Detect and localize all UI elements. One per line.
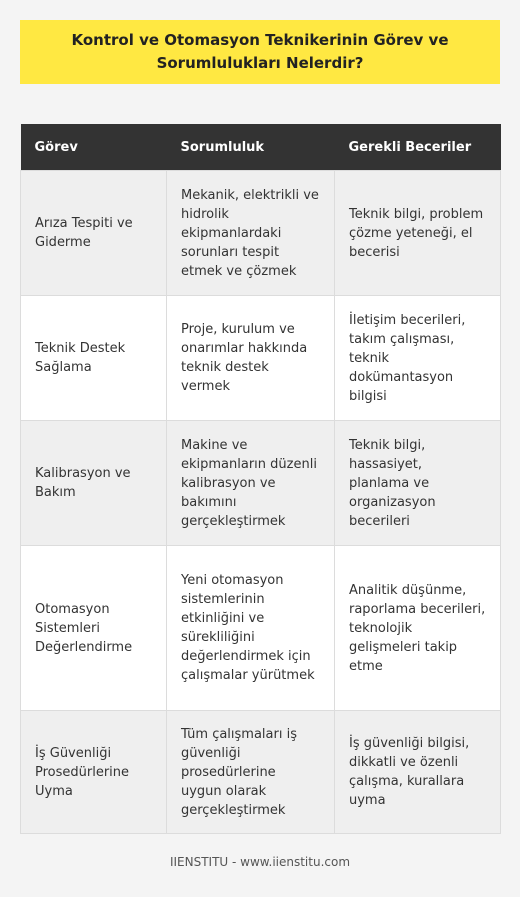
table-row: [21, 711, 501, 834]
table-row: [21, 296, 501, 421]
table-row: [21, 171, 501, 296]
column-header-gorev: Görev: [21, 124, 167, 171]
cell-gorev: İş Güvenliği Prosedürlerine Uyma: [21, 711, 167, 834]
cell-beceriler: Teknik bilgi, hassasiyet, planlama ve organizasyon becerileri: [335, 421, 501, 546]
cell-sorumluluk: Tüm çalışmaları iş güvenliği prosedürlerine uygun olarak gerçekleştirmek: [167, 711, 335, 834]
cell-sorumluluk: Mekanik, elektrikli ve hidrolik ekipmanlardaki sorunları tespit etmek ve çözmek: [167, 171, 335, 296]
cell-beceriler: İletişim becerileri, takım çalışması, teknik dokümantasyon bilgisi: [335, 296, 501, 421]
column-header-beceriler: Gerekli Beceriler: [335, 124, 501, 171]
table-row: [21, 421, 501, 546]
cell-gorev: Arıza Tespiti ve Giderme: [21, 171, 167, 296]
cell-gorev: Kalibrasyon ve Bakım: [21, 421, 167, 546]
cell-beceriler: İş güvenliği bilgisi, dikkatli ve özenli çalışma, kurallara uyma: [335, 711, 501, 834]
cell-sorumluluk: Makine ve ekipmanların düzenli kalibrasyon ve bakımını gerçekleştirmek: [167, 421, 335, 546]
title-banner: [20, 20, 500, 84]
footer-credit: IIENSTITU - www.iienstitu.com: [169, 855, 351, 869]
table-row: [21, 546, 501, 711]
cell-beceriler: Teknik bilgi, problem çözme yeteneği, el becerisi: [335, 171, 501, 296]
cell-sorumluluk: Proje, kurulum ve onarımlar hakkında teknik destek vermek: [167, 296, 335, 421]
cell-beceriler: Analitik düşünme, raporlama becerileri, teknolojik gelişmeleri takip etme: [335, 546, 501, 711]
column-header-sorumluluk: Sorumluluk: [167, 124, 335, 171]
cell-sorumluluk: Yeni otomasyon sistemlerinin etkinliğini ve sürekliliğini değerlendirmek için çalışmalar yürütmek: [167, 546, 335, 711]
cell-gorev: Teknik Destek Sağlama: [21, 296, 167, 421]
duties-table: [20, 124, 501, 834]
cell-gorev: Otomasyon Sistemleri Değerlendirme: [21, 546, 167, 711]
table-header-row: [21, 124, 501, 171]
page-title: Kontrol ve Otomasyon Teknikerinin Görev ve Sorumlulukları Nelerdir?: [71, 31, 449, 72]
